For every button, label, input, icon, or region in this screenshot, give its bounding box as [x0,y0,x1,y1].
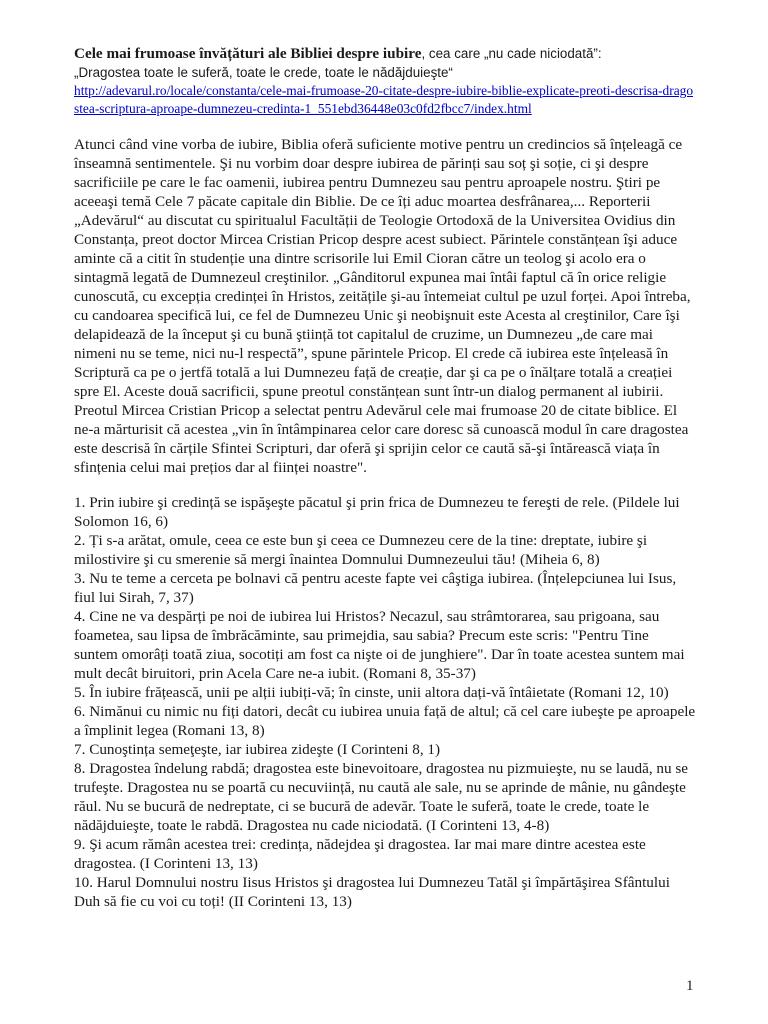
verse-item: 10. Harul Domnului nostru Iisus Hristos şi dragostea lui Dumnezeu Tatăl şi împărtăşirea Sfântului Duh să fie cu voi cu toți! (II Corinteni 13, 13) [74,874,670,910]
verse-item: 2. Ți s-a arătat, omule, ceea ce este bun şi ceea ce Dumnezeu cere de la tine: dreptate, iubire şi milostivire şi cu smerenie să mergi înaintea Domnului Dumnezeului tău! (Miheia 6, 8) [74,532,648,568]
document-page [74,44,696,911]
document-header [74,44,696,118]
verse-item: 4. Cine ne va despărți pe noi de iubirea lui Hristos? Necazul, sau strâmtorarea, sau prigoana, sau foametea, sau lipsa de îmbrăcăminte, sau primejdia, sau sabia? Precum este scris: "Pentru Tine suntem omorâți toată ziua, socotiți am fost ca nişte oi de junghiere". Dar în toate acestea suntem mai mult decât biruitori, prin Acela Care ne-a iubit. (Romani 8, 35-37) [74,608,685,682]
source-link[interactable]: http://adevarul.ro/locale/constanta/cele-mai-frumoase-20-citate-despre-iubire-biblie-explicate-preoti-descrisa-dragostea-scriptura-aproape-dumnezeu-credinta-1_551ebd36448e03c0fd2fbcc7/index.html [74,83,694,116]
verses-list [74,493,696,911]
verse-item: 5. În iubire frățească, unii pe alții iubiți-vă; în cinste, unii altora dați-vă întâietate (Romani 12, 10) [74,684,669,701]
verse-item: 8. Dragostea îndelung rabdă; dragostea este binevoitoare, dragostea nu pizmuieşte, nu se laudă, nu se trufeşte. Dragostea nu se poartă cu necuviință, nu caută ale sale, nu se aprinde de mânie, nu gândeşte răul. Nu se bucură de nedreptate, ci se bucură de adevăr. Toate le suferă, toate le crede, toate le nădăjduieşte, toate le rabdă. Dragostea nu cade niciodată. (I Corinteni 13, 4-8) [74,760,689,834]
page-number: 1 [686,978,694,994]
article-quote: „Dragostea toate le suferă, toate le crede, toate le nădăjduieşte“ [74,65,453,80]
verse-item: 3. Nu te teme a cerceta pe bolnavi că pentru aceste fapte vei câştiga iubirea. (Înțelepciunea lui Isus, fiul lui Sirah, 7, 37) [74,570,677,606]
verse-item: 6. Nimănui cu nimic nu fiți datori, decât cu iubirea unuia față de altul; că cel care iubeşte pe aproapele a împlinit legea (Romani 13, 8) [74,703,696,739]
article-title: Cele mai frumoase învățături ale Bibliei despre iubire [74,45,422,62]
verse-item: 1. Prin iubire şi credință se ispăşeşte păcatul şi prin frica de Dumnezeu te fereşti de rele. (Pildele lui Solomon 16, 6) [74,494,680,530]
body-paragraph: Atunci când vine vorba de iubire, Biblia oferă suficiente motive pentru un credincios să înțeleagă ce înseamnă sentimentele. Şi nu vorbim doar despre iubirea de părinți sau soț şi soție, ci şi despre sacrificiile pe care le fac oamenii, iubirea pentru Dumnezeu sau pentru aproapele nostru. Ştiri pe aceeaşi temă Cele 7 păcate capitale din Biblie. De ce îți aduc moartea desfrânarea,... Reporterii „Adevărul“ au discutat cu spiritualul Facultății de Teologie Ortodoxă de la Universitea Ovidius din Constanța, preot doctor Mircea Cristian Pricop despre acest subiect. Părintele constănțean îşi aduce aminte că a citit în studenție una dintre scrisorile lui Emil Cioran către un teolog şi acolo era o sintagmă legată de Dumnezeul creştinilor. „Gânditorul expunea mai întâi faptul că în orice religie cunoscută, cu excepția credinței în Hristos, zeitățile şi-au întemeiat cultul pe uzul forței. Apoi întreba, cu candoarea specifică lui, ce fel de Dumnezeu Unic şi neobişnuit este Acesta al creştinilor, Care îşi delapidează de la început şi cu bună ştiință tot capitalul de cruzime, un Dumnezeu „de care mai nimeni nu se teme, nici nu-l respectă”, spune părintele Pricop. El crede că iubirea este înțeleasă în Scriptură ca pe o jertfă totală a lui Dumnezeu față de creație, dar şi ca pe o înălțare totală a creației spre El. Aceste două sacrificii, spune preotul constănțean sunt într-un dialog permanent al iubirii. Preotul Mircea Cristian Pricop a selectat pentru Adevărul cele mai frumoase 20 de citate biblice. El ne-a mărturisit că acestea „vin în întâmpinarea celor care doresc să cunoască modul în care dragostea este descrisă în cărțile Sfintei Scripturi, dar oferă şi sprijin celor ce caută să-şi întărească viața în sfințenia celui mai prețios dar al ființei noastre". [74,136,691,476]
article-title-rest: , cea care „nu cade niciodată”: [421,46,602,61]
verse-item: 7. Cunoştința semeţeşte, iar iubirea zideşte (I Corinteni 8, 1) [74,741,441,758]
verse-item: 9. Şi acum rămân acestea trei: credința, nădejdea şi dragostea. Iar mai mare dintre acestea este dragostea. (I Corinteni 13, 13) [74,836,646,872]
